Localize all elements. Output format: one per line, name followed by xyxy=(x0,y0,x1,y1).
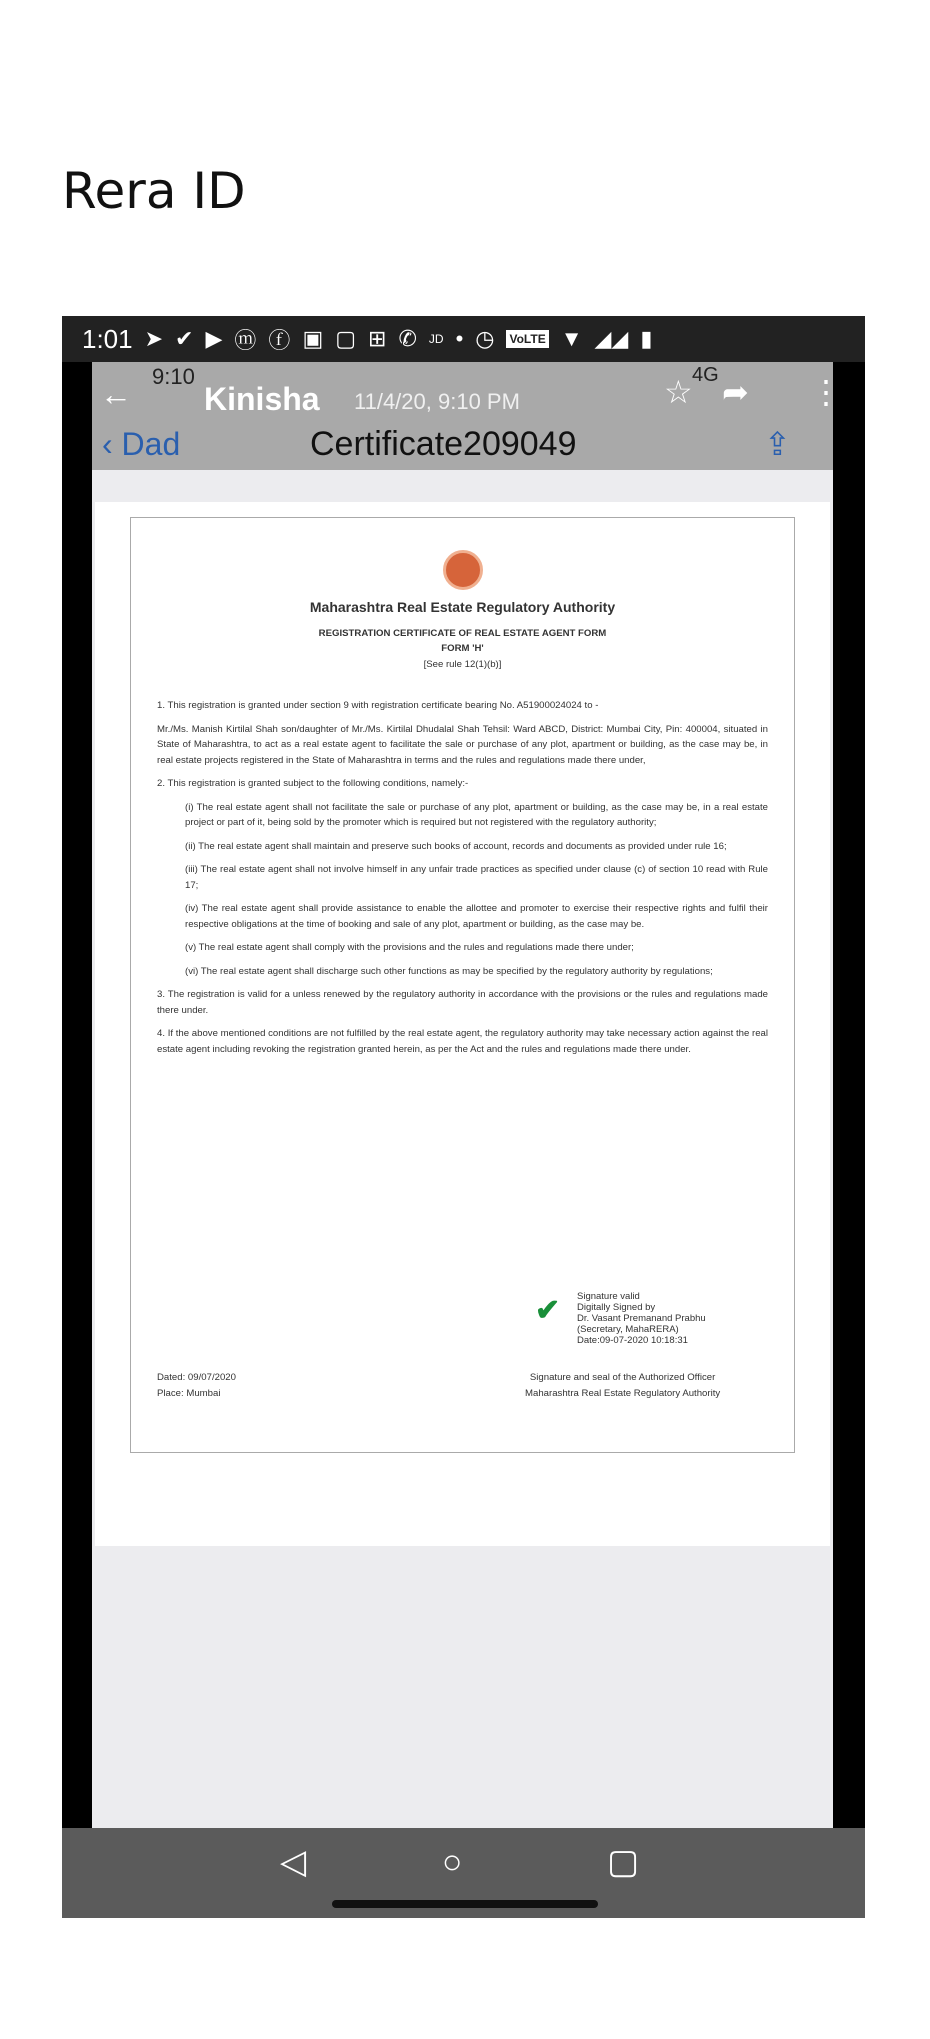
jd-icon: JD xyxy=(428,332,444,346)
facebook-icon: ⓕ xyxy=(268,327,291,353)
call-icon: ✆ xyxy=(398,326,417,351)
back-triangle-icon[interactable]: ◁ xyxy=(280,1843,307,1881)
gesture-pill[interactable] xyxy=(332,1900,598,1908)
message-datetime: 11/4/20, 9:10 PM xyxy=(354,389,520,414)
chevron-left-icon: ‹ xyxy=(102,426,122,462)
signature-line: Digitally Signed by xyxy=(577,1302,656,1313)
sender-name: Kinisha xyxy=(204,381,320,417)
officer-block xyxy=(525,1370,720,1401)
wifi-icon: ▼ xyxy=(560,326,583,351)
volte-icon: VoLTE xyxy=(506,330,548,348)
date-place xyxy=(157,1370,236,1401)
place: Place: Mumbai xyxy=(157,1387,221,1399)
condition: (iv) The real estate agent shall provide assistance to enable the allottee and promoter to exercise their respective rights and fulfil their respective obligations at the time of booking and sale of any plot, apartment or building, as the case may be. xyxy=(185,903,768,930)
android-nav-bar xyxy=(62,1828,865,1918)
recents-square-icon[interactable]: ▢ xyxy=(607,1843,640,1881)
forward-icon[interactable]: ➦ xyxy=(722,374,749,410)
play-icon: ▶ xyxy=(205,326,223,351)
condition: (iii) The real estate agent shall not involve himself in any unfair trade practices as specified under clause (c) of section 10 read with Rule 17; xyxy=(185,864,768,891)
signature-line: Date:09-07-2020 10:18:31 xyxy=(577,1335,688,1346)
paragraph-4: 4. If the above mentioned conditions are not fulfilled by the real estate agent, the regulatory authority may take necessary action against the real estate agent including revoking the registration granted herein, as per the Act and the rules and regulations made there under. xyxy=(157,1028,768,1055)
more-options-icon[interactable]: ⋮ xyxy=(810,374,842,410)
app-icon: ▢ xyxy=(335,326,357,351)
paragraph-2: 2. This registration is granted subject to the following conditions, namely:- xyxy=(157,778,469,789)
home-circle-icon[interactable]: ○ xyxy=(442,1843,463,1881)
form-rule: [See rule 12(1)(b)] xyxy=(423,658,502,670)
officer-label: Signature and seal of the Authorized Officer xyxy=(529,1372,716,1383)
maharera-logo xyxy=(443,550,483,590)
condition: (vi) The real estate agent shall discharge such other functions as may be specified by the regulatory authority by regulations; xyxy=(185,965,713,977)
inner-time: 9:10 xyxy=(152,364,195,389)
officer-org: Maharashtra Real Estate Regulatory Authority xyxy=(525,1387,721,1399)
battery-icon: ▮ xyxy=(640,326,653,351)
signal-icon: ◢◢ xyxy=(594,326,629,351)
paragraph-3: 3. The registration is valid for a unless renewed by the regulatory authority in accordance with the provisions or the rules and regulations made there under. xyxy=(157,989,768,1016)
youtube-icon: ▣ xyxy=(302,326,324,351)
dated: Dated: 09/07/2020 xyxy=(157,1372,236,1383)
signature-line: (Secretary, MahaRERA) xyxy=(577,1324,679,1335)
telegram-icon: ➤ xyxy=(144,326,164,351)
document-view xyxy=(95,502,830,1546)
condition: (v) The real estate agent shall comply with the provisions and the rules and regulations made there under; xyxy=(185,942,634,953)
share-icon[interactable]: ⇪ xyxy=(764,426,791,462)
form-title: REGISTRATION CERTIFICATE OF REAL ESTATE AGENT FORM xyxy=(318,627,607,639)
status-time: 1:01 xyxy=(82,323,133,354)
back-button[interactable] xyxy=(102,424,180,464)
document-title: Certificate209049 xyxy=(310,425,577,463)
condition: (i) The real estate agent shall not facilitate the sale or purchase of any plot, apartment or building, as the case may be, in a real estate project or part of it, being sold by the promoter which is required but not registered with the regulatory authority; xyxy=(185,801,768,828)
signature-line: Dr. Vasant Premanand Prabhu xyxy=(577,1313,706,1324)
digital-signature xyxy=(577,1291,706,1346)
certificate-page xyxy=(130,517,795,1453)
alarm-icon: ◷ xyxy=(475,326,495,351)
page-title: Rera ID xyxy=(62,162,246,220)
train-icon: ⊞ xyxy=(368,326,387,351)
back-label: Dad xyxy=(121,426,181,462)
check-icon: ✔ xyxy=(175,326,194,351)
screenshot-image xyxy=(62,316,865,1918)
form-name: FORM 'H' xyxy=(441,643,484,654)
star-icon[interactable]: ☆ xyxy=(664,374,693,410)
signature-line: Signature valid xyxy=(577,1291,640,1302)
signature-valid-check-icon: ✔ xyxy=(535,1294,561,1327)
dot-icon: • xyxy=(455,326,464,351)
inner-network: 4G xyxy=(692,364,719,386)
m-icon: ⓜ xyxy=(234,327,257,353)
paragraph-1: 1. This registration is granted under section 9 with registration certificate bearing No. A51900024024 to - xyxy=(157,700,599,711)
paragraph-1b: Mr./Ms. Manish Kirtilal Shah son/daughter of Mr./Ms. Kirtilal Dhudalal Shah Tehsil: Ward ABCD, District: Mumbai City, Pin: 400004, situated in State of Maharashtra, to act as a real estate agent to facilitate the sale or purchase of any plot, apartment or building, as the case may be, in real estate projects registered in the State of Maharashtra in terms and the rules and regulations made there under, xyxy=(157,723,768,766)
back-arrow-icon[interactable]: ← xyxy=(100,376,132,412)
status-bar xyxy=(62,316,865,362)
org-name: Maharashtra Real Estate Regulatory Authority xyxy=(309,599,616,615)
condition: (ii) The real estate agent shall maintain and preserve such books of account, records and documents as provided under rule 16; xyxy=(185,840,727,852)
chat-viewer xyxy=(92,362,842,1918)
viewer-header xyxy=(92,362,842,470)
